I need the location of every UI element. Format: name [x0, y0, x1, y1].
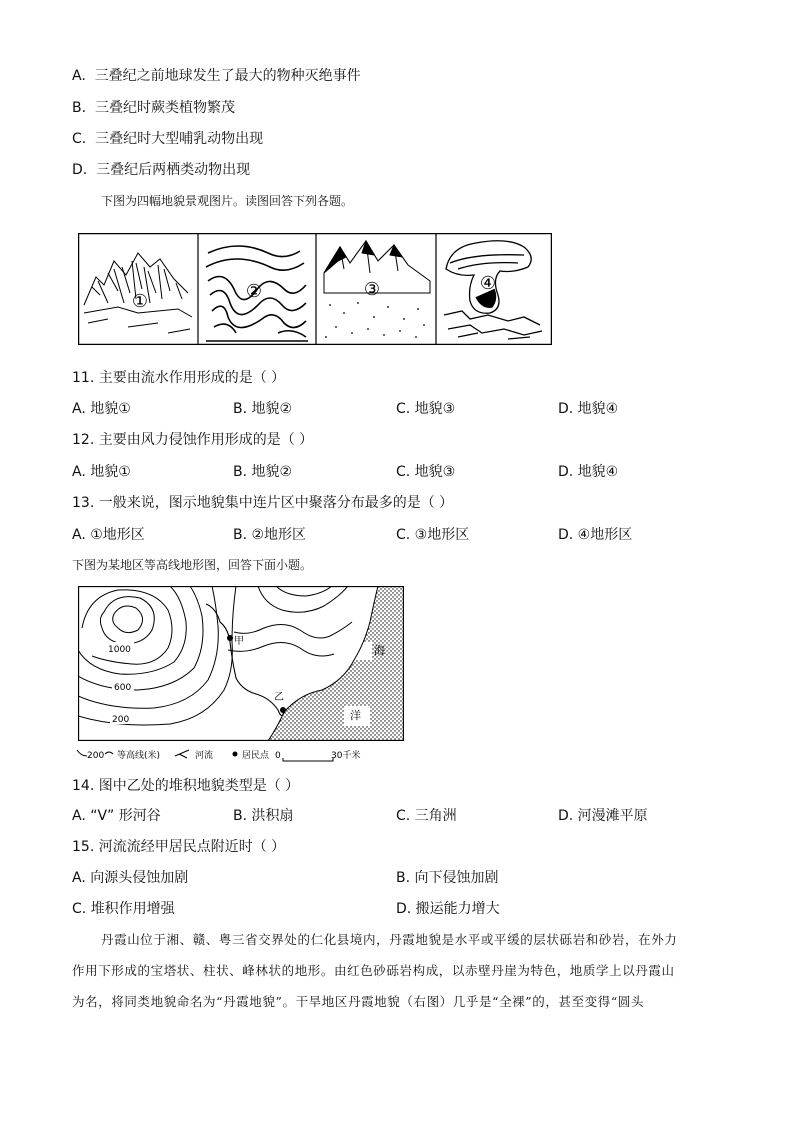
label-yi: 乙 — [274, 692, 284, 703]
q14-option-d: D. 河漫滩平原 — [558, 808, 648, 824]
question-14-stem: 14. 图中乙处的堆积地貌类型是（ ） — [72, 778, 300, 794]
q11-option-d: D. 地貌④ — [558, 401, 619, 417]
legend-scale-zero: 0 — [275, 751, 281, 761]
legend-settlement-dot — [233, 752, 238, 757]
contour-label-600: 600 — [114, 683, 132, 693]
q11-option-b: B. 地貌② — [233, 401, 293, 417]
contour-map — [78, 586, 404, 741]
q12-option-a: A. 地貌① — [72, 464, 131, 480]
legend-settlement: 居民点 — [242, 751, 270, 761]
q14-option-a: A. “V” 形河谷 — [72, 808, 161, 824]
legend-scale-value: 30千米 — [331, 751, 361, 761]
passage-line-3: 为名，将同类地貌命名为“丹霞地貌”。干旱地区丹霞地貌（右图）几乎是“全裸”的，甚至变得“圆头 — [72, 994, 645, 1009]
landform-label-1: ① — [131, 291, 149, 312]
intro-landforms: 下图为四幅地貌景观图片。读图回答下列各题。 — [101, 194, 354, 208]
intro-contour-map: 下图为某地区等高线地形图，回答下面小题。 — [72, 558, 313, 572]
question-11-stem: 11. 主要由流水作用形成的是（ ） — [72, 370, 286, 386]
legend-river: 河流 — [195, 751, 214, 761]
option-c-prev: C. 三叠纪时大型哺乳动物出现 — [72, 131, 264, 147]
legend-contour-text: 等高线(米) — [117, 751, 161, 761]
legend-contour-value: 200 — [87, 751, 105, 761]
q13-option-d: D. ④地形区 — [558, 527, 633, 543]
sea-area — [268, 586, 404, 741]
settlement-yi-dot — [280, 707, 286, 713]
passage-line-1: 丹霞山位于湘、赣、粤三省交界处的仁化县境内，丹霞地貌是水平或平缓的层状砾岩和砂岩，在外力 — [101, 932, 678, 947]
landform-label-4: ④ — [479, 273, 497, 294]
question-12-stem: 12. 主要由风力侵蚀作用形成的是（ ） — [72, 432, 314, 448]
q15-option-c: C. 堆积作用增强 — [72, 901, 175, 917]
settlement-jia-dot — [227, 635, 233, 641]
q13-option-a: A. ①地形区 — [72, 527, 145, 543]
option-d-prev: D. 三叠纪后两栖类动物出现 — [72, 162, 251, 178]
passage-line-2: 作用下形成的宝塔状、柱状、峰林状的地形。由红色砂砾岩构成，以赤壁丹崖为特色，地质学上以丹霞山 — [72, 963, 675, 978]
label-jia: 甲 — [234, 636, 244, 647]
contour-label-200: 200 — [112, 715, 130, 725]
q11-option-c: C. 地貌③ — [396, 401, 456, 417]
q15-option-d: D. 搬运能力增大 — [396, 901, 500, 917]
q12-option-b: B. 地貌② — [233, 464, 293, 480]
option-b-prev: B. 三叠纪时蕨类植物繁茂 — [72, 100, 235, 116]
q14-option-b: B. 洪积扇 — [233, 808, 294, 824]
q13-option-b: B. ②地形区 — [233, 527, 307, 543]
label-sea-hai: 海 — [374, 644, 385, 657]
option-a-prev: A. 三叠纪之前地球发生了最大的物种灭绝事件 — [72, 68, 361, 84]
label-sea-yang: 洋 — [350, 709, 361, 722]
question-15-stem: 15. 河流流经甲居民点附近时（ ） — [72, 839, 286, 855]
contour-label-1000: 1000 — [108, 645, 131, 655]
q12-option-c: C. 地貌③ — [396, 464, 456, 480]
question-13-stem: 13. 一般来说，图示地貌集中连片区中聚落分布最多的是（ ） — [72, 495, 454, 511]
map-legend — [75, 744, 435, 764]
q15-option-a: A. 向源头侵蚀加剧 — [72, 870, 189, 886]
q15-option-b: B. 向下侵蚀加剧 — [396, 870, 499, 886]
q12-option-d: D. 地貌④ — [558, 464, 619, 480]
q11-option-a: A. 地貌① — [72, 401, 131, 417]
q13-option-c: C. ③地形区 — [396, 527, 470, 543]
landform-figure — [78, 233, 552, 345]
landform-label-3: ③ — [363, 279, 381, 300]
landform-label-2: ② — [245, 281, 263, 302]
q14-option-c: C. 三角洲 — [396, 808, 457, 824]
